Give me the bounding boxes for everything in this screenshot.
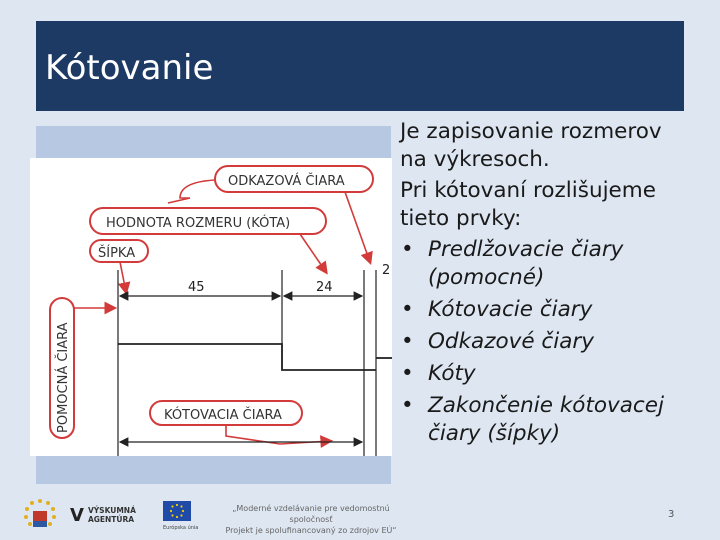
va-logo-icon: V — [70, 504, 84, 526]
slide-body-text — [400, 118, 690, 452]
va-logo-line1: VÝSKUMNÁ — [87, 506, 136, 515]
list-item: • Kóty — [400, 360, 690, 388]
callout-arrow-odkazova — [345, 192, 370, 262]
part-outline — [118, 344, 376, 370]
callout-arrow-kotovacia — [226, 425, 330, 444]
va-logo-text — [88, 506, 136, 524]
slide-title: Kótovanie — [45, 48, 214, 88]
dimension-value-45: 45 — [188, 280, 205, 295]
va-logo-line2: AGENTÚRA — [87, 515, 135, 524]
list-item: • Zakončenie kótovacej čiary (šípky) — [400, 392, 690, 448]
label-kotovacia: KÓTOVACIA ČIARA — [164, 408, 282, 423]
dimensioning-figure — [30, 158, 392, 456]
list-item: • Kótovacie čiary — [400, 296, 690, 324]
paragraph-intro: Pri kótovaní rozlišujeme tieto prvky: — [400, 178, 656, 231]
dimensioning-drawing — [30, 158, 392, 456]
page-number: 3 — [668, 509, 675, 520]
eu-flag-caption: Európska únia — [163, 525, 199, 531]
callout-line-odkazova — [168, 180, 215, 203]
eu-stars-logo-icon — [20, 497, 60, 533]
title-bar — [36, 21, 684, 111]
va-logo — [70, 501, 136, 529]
eu-flag-logo — [163, 501, 198, 531]
callout-arrow-sipka — [120, 262, 126, 292]
footer-note-line2: Projekt je spolufinancovaný zo zdrojov EÚ“ — [225, 526, 397, 535]
footer — [0, 489, 420, 540]
list-item: • Odkazové čiary — [400, 328, 690, 356]
label-odkazova: ODKAZOVÁ ČIARA — [228, 174, 345, 189]
dimension-value-24: 24 — [316, 280, 333, 295]
list-item: • Predlžovacie čiary (pomocné) — [400, 236, 690, 292]
eu-flag-icon — [163, 501, 191, 521]
paragraph-definition: Je zapisovanie rozmerov na výkresoch. — [400, 119, 662, 172]
label-hodnota: HODNOTA ROZMERU (KÓTA) — [106, 216, 291, 231]
dimension-value-2: 2 — [382, 263, 391, 278]
footer-note-line1: „Moderné vzdelávanie pre vedomostnú spoločnosť — [232, 504, 390, 524]
callout-arrow-hodnota — [300, 234, 326, 272]
element-list — [400, 236, 690, 448]
label-sipka: ŠÍPKA — [98, 246, 136, 261]
label-pomocna: POMOCNÁ ČIARA — [56, 322, 71, 433]
footer-note — [216, 503, 406, 536]
